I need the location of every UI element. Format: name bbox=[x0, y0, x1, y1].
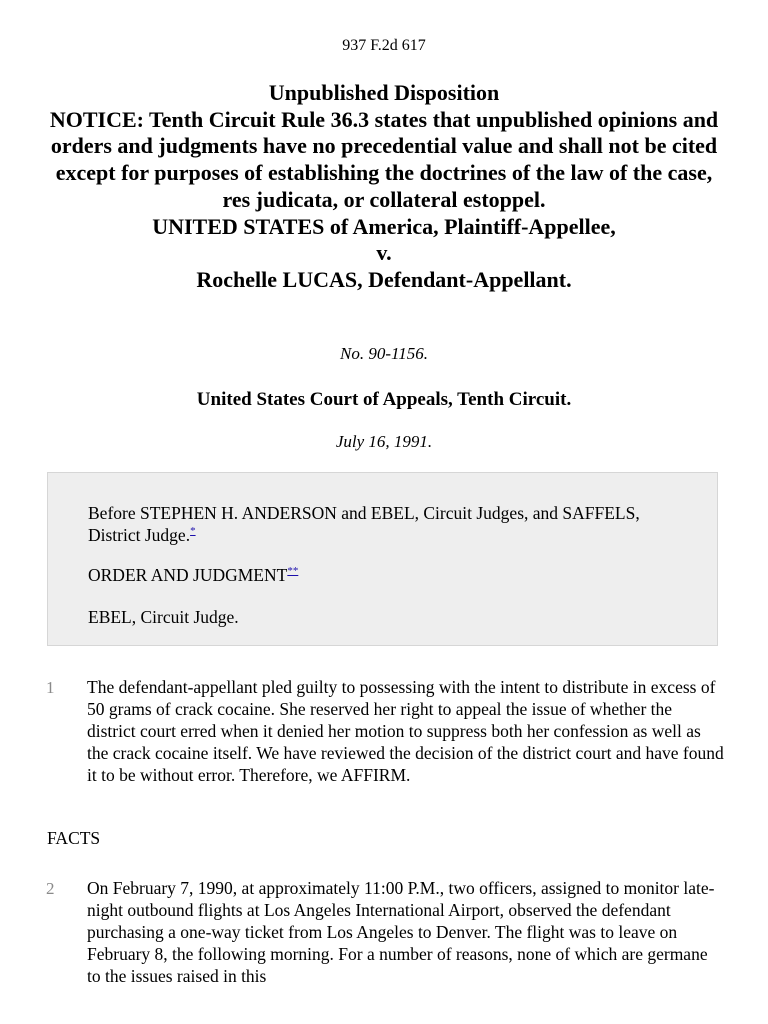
footnote-link-double-star[interactable]: ** bbox=[287, 565, 299, 578]
notice-text: NOTICE: Tenth Circuit Rule 36.3 states that unpublished opinions and orders and judgments have no precedential value and shall not be cited except for purposes of establishing the doctrines of the law of the case, res judicata, or collateral estoppel. bbox=[49, 106, 719, 212]
section-heading-facts: FACTS bbox=[47, 828, 101, 848]
order-and-judgment-line bbox=[88, 565, 688, 587]
defendant-name: Rochelle LUCAS, Defendant-Appellant. bbox=[196, 266, 572, 292]
court-name: United States Court of Appeals, Tenth Circuit. bbox=[196, 389, 572, 410]
case-heading bbox=[40, 80, 728, 294]
plaintiff-name: UNITED STATES of America, Plaintiff-Appellee, bbox=[152, 213, 616, 239]
disposition-label: Unpublished Disposition bbox=[268, 80, 500, 105]
decision-date: July 16, 1991. bbox=[335, 432, 433, 451]
panel-before-line bbox=[88, 503, 688, 546]
opinion-author: EBEL, Circuit Judge. bbox=[88, 607, 239, 627]
paragraph-text: The defendant-appellant pled guilty to possessing with the intent to distribute in excess of 50 grams of crack cocaine. She reserved her right to appeal the issue of whether the district court erred when it denied her motion to suppress both her confession as well as the crack cocaine itself. We have reviewed the decision of the district court and have found it to be without error. Therefore, we AFFIRM. bbox=[87, 677, 724, 785]
case-citation: 937 F.2d 617 bbox=[342, 37, 426, 54]
paragraph-number: 2 bbox=[46, 879, 55, 898]
docket-number: No. 90-1156. bbox=[340, 344, 428, 363]
panel-judges-text: Before STEPHEN H. ANDERSON and EBEL, Circuit Judges, and SAFFELS, District Judge. bbox=[88, 503, 640, 545]
versus-label: v. bbox=[376, 240, 392, 266]
footnote-link-star[interactable]: * bbox=[190, 524, 196, 537]
paragraph-text: On February 7, 1990, at approximately 11:00 P.M., two officers, assigned to monitor late-night outbound flights at Los Angeles International Airport, observed the defendant purchasing a one-way ticket from Los Angeles to Denver. The flight was to leave on February 8, the following morning. For a number of reasons, none of which are germane to the issues raised in this bbox=[87, 878, 715, 986]
order-and-judgment-label: ORDER AND JUDGMENT bbox=[88, 565, 288, 585]
paragraph-number: 1 bbox=[46, 678, 55, 697]
judges-panel bbox=[47, 472, 718, 646]
